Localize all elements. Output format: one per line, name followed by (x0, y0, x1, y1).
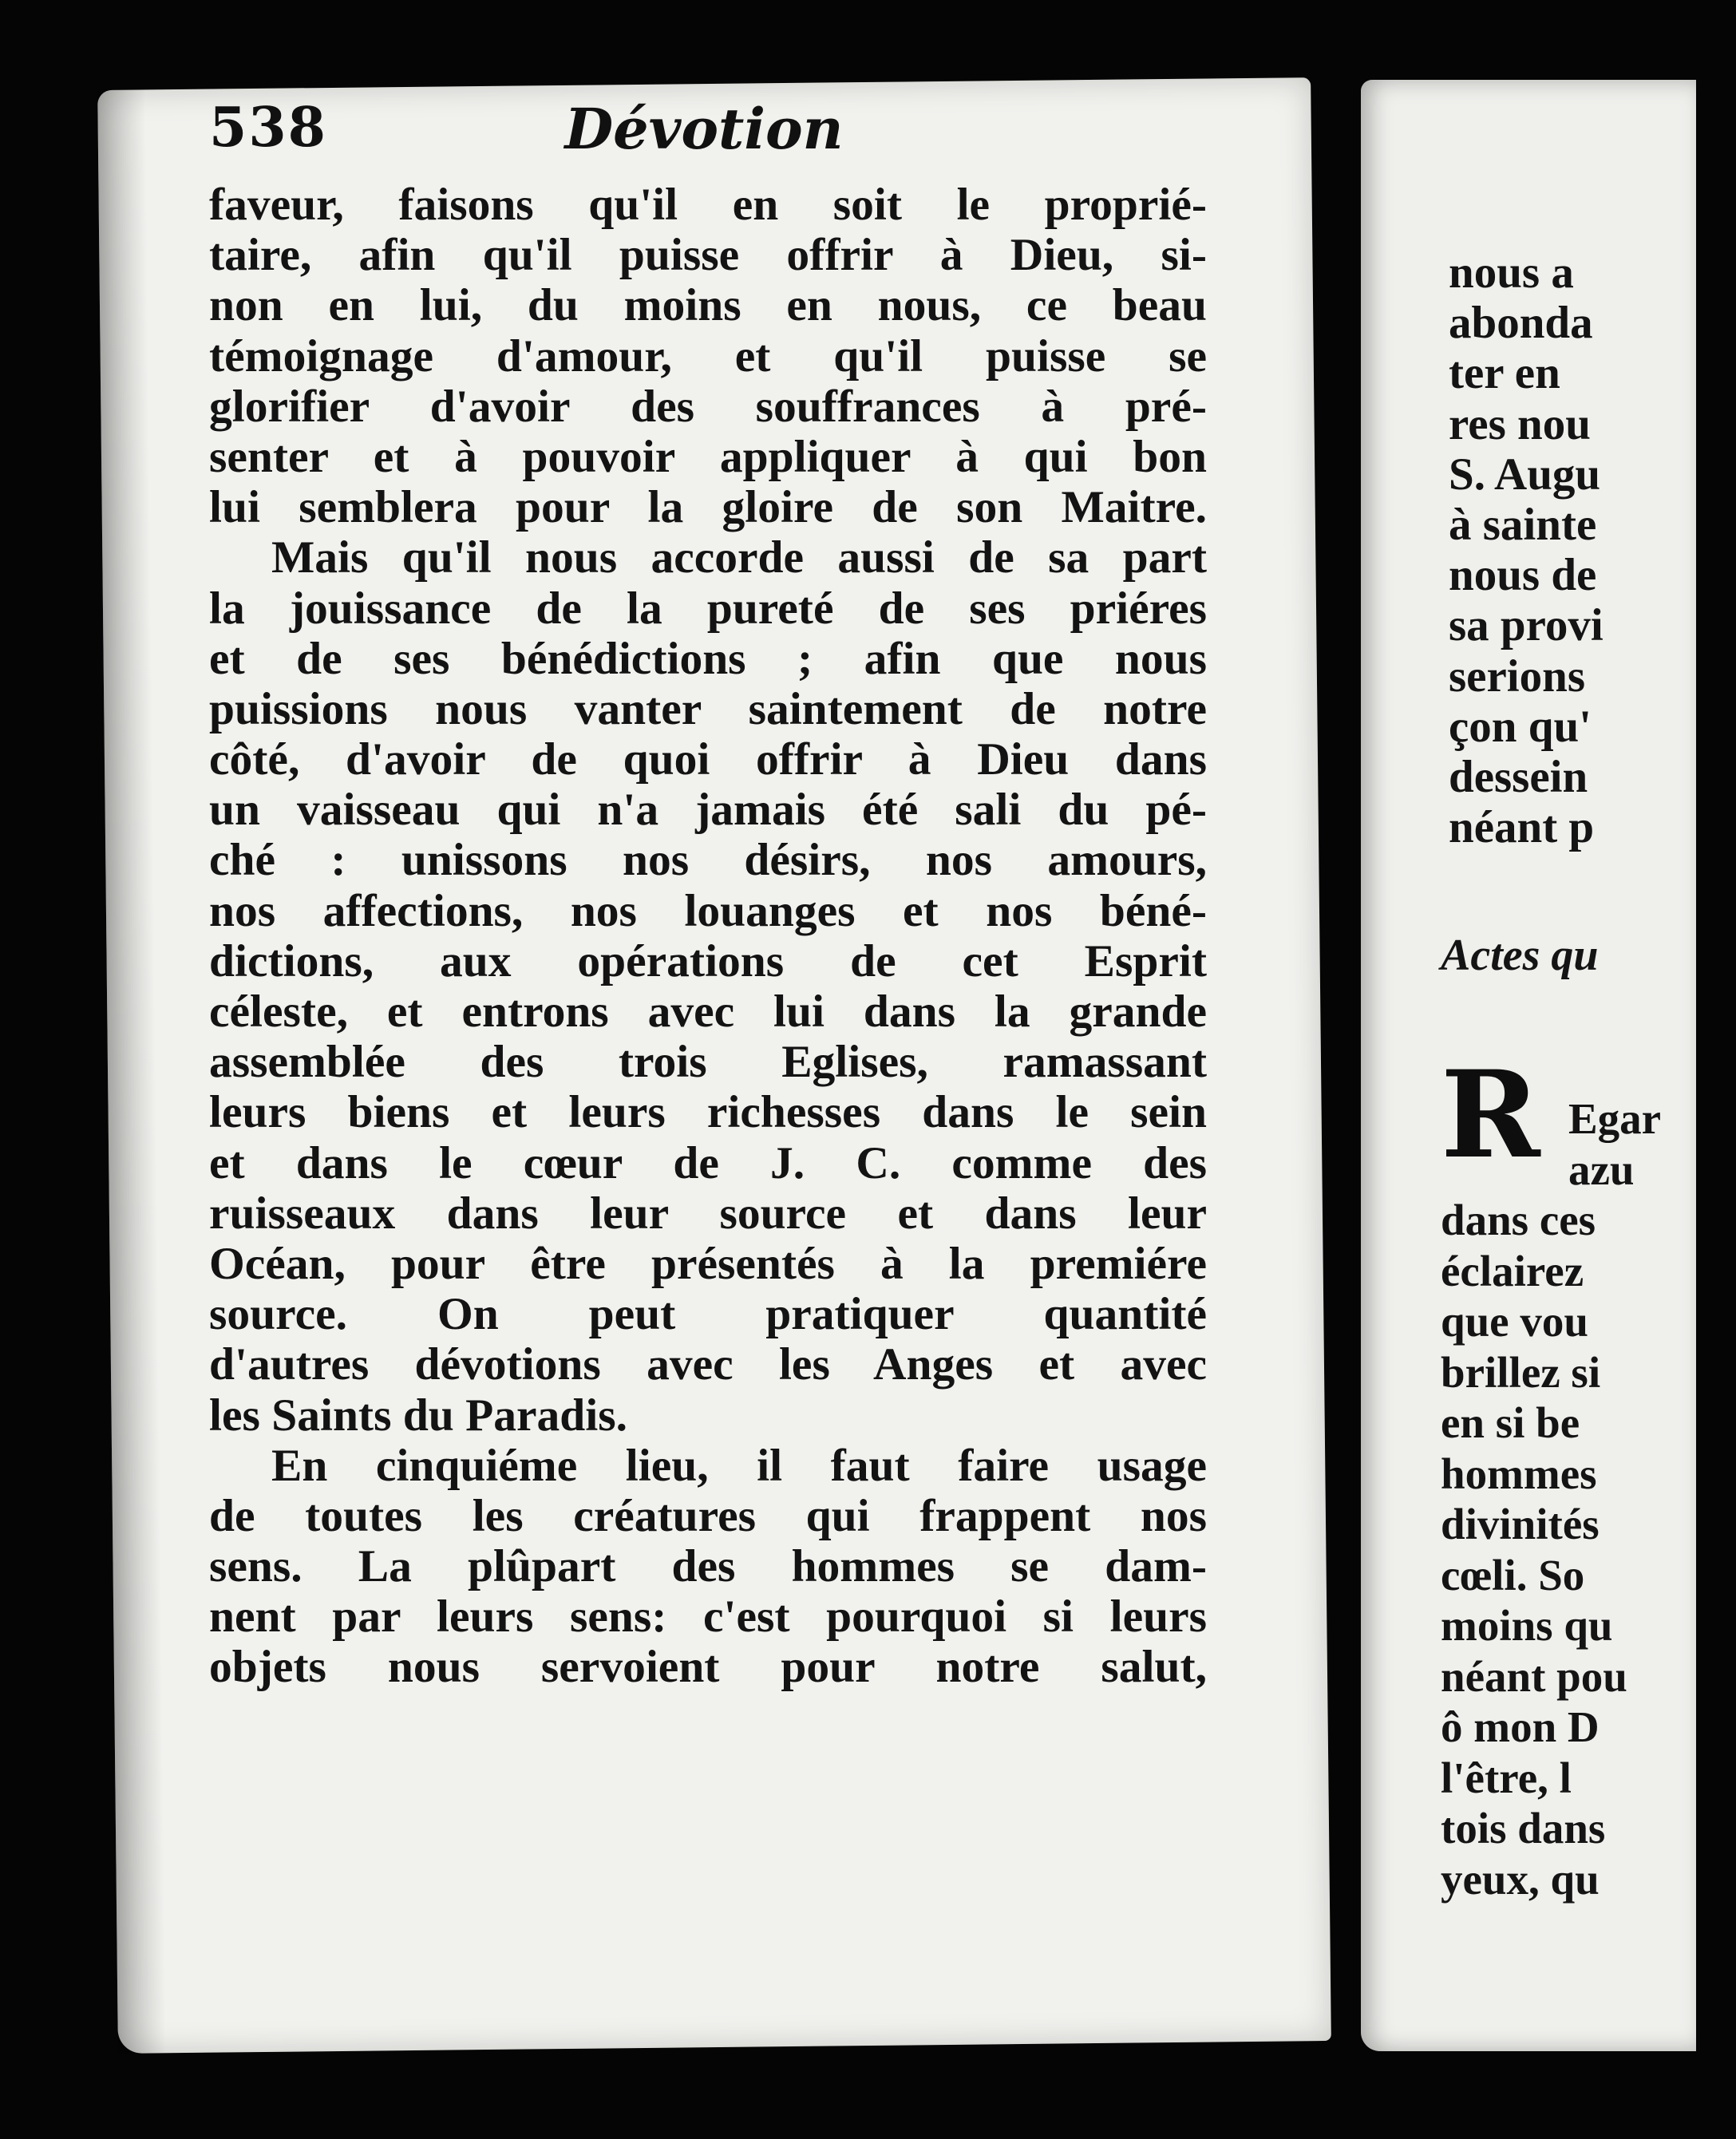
text-line: ché : unissons nos désirs, nos amours, (209, 835, 1207, 886)
text-line: ô mon D (1441, 1702, 1600, 1751)
text-line: céleste, et entrons avec lui dans la grande (209, 986, 1207, 1037)
text-line: sens. La plûpart des hommes se dam- (209, 1541, 1207, 1592)
text-line: source. On peut pratiquer quantité (209, 1289, 1207, 1340)
text-line: de toutes les créatures qui frappent nos (209, 1490, 1207, 1541)
text-line: et de ses bénédictions ; afin que nous (209, 633, 1207, 684)
text-line: d'autres dévotions avec les Anges et avec (209, 1339, 1207, 1390)
text-line: moins qu (1441, 1601, 1613, 1650)
text-line: néant pou (1441, 1651, 1627, 1701)
text-line: taire, afin qu'il puisse offrir à Dieu, si- (209, 230, 1207, 281)
text-line: res nou (1449, 398, 1591, 449)
text-line: çon qu' (1449, 701, 1592, 752)
text-line: yeux, qu (1441, 1854, 1600, 1904)
text-line: faveur, faisons qu'il en soit le proprié- (209, 180, 1207, 230)
text-line: la jouissance de la pureté de ses priéres (209, 583, 1207, 634)
text-line: leurs biens et leurs richesses dans le sein (209, 1087, 1207, 1138)
text-line: nous a (1449, 247, 1574, 298)
right-page-text-top (1449, 247, 1736, 852)
text-line: dans ces (1441, 1196, 1596, 1244)
text-line: dessein (1449, 751, 1588, 802)
text-line: senter et à pouvoir appliquer à qui bon (209, 431, 1207, 482)
text-line: les Saints du Paradis. (209, 1390, 628, 1441)
text-line: néant p (1449, 802, 1595, 853)
text-line: que vou (1441, 1297, 1588, 1346)
text-line: puissions nous vanter saintement de notre (209, 683, 1207, 734)
text-line: S. Augu (1449, 449, 1601, 500)
text-line: Mais qu'il nous accorde aussi de sa part (271, 532, 1207, 583)
text-line: cœli. So (1441, 1550, 1585, 1599)
text-line: assemblée des trois Eglises, ramassant (209, 1037, 1207, 1088)
drop-cap-letter: R (1441, 1045, 1540, 1185)
page-header (209, 96, 1199, 184)
text-line: côté, d'avoir de quoi offrir à Dieu dans (209, 734, 1207, 785)
page-number: 538 (209, 96, 327, 160)
running-title: Dévotion (564, 96, 844, 162)
text-line: objets nous servoient pour notre salut, (209, 1642, 1207, 1693)
text-line: serions (1449, 650, 1585, 702)
text-line: glorifier d'avoir des souffrances à pré- (209, 381, 1207, 432)
text-line: abonda (1449, 298, 1593, 349)
left-page-text (209, 180, 1207, 1693)
text-line: non en lui, du moins en nous, ce beau (209, 280, 1207, 331)
text-line: divinités (1441, 1500, 1600, 1548)
text-line: sa provi (1449, 600, 1604, 651)
text-line: brillez si (1441, 1347, 1601, 1397)
text-line: et dans le cœur de J. C. comme des (209, 1137, 1207, 1188)
text-line: témoignage d'amour, et qu'il puisse se (209, 330, 1207, 382)
section-heading: Actes qu (1441, 931, 1599, 980)
text-line: ter en (1449, 348, 1560, 399)
text-line: dictions, aux opérations de cet Esprit (209, 935, 1207, 986)
right-page-text-bottom (1441, 1093, 1728, 1904)
text-line: nent par leurs sens: c'est pourquoi si leurs (209, 1591, 1207, 1643)
text-line: en si be (1441, 1398, 1580, 1447)
text-line: à sainte (1449, 499, 1597, 550)
text-line: éclairez (1441, 1246, 1584, 1295)
text-line: ruisseaux dans leur source et dans leur (209, 1188, 1207, 1239)
text-line: l'être, l (1441, 1753, 1572, 1802)
text-line: nous de (1449, 550, 1597, 601)
text-line: Egar (1568, 1094, 1662, 1143)
text-line: tois dans (1441, 1804, 1606, 1852)
text-line: Océan, pour être présentés à la premiére (209, 1238, 1207, 1289)
text-line: hommes (1441, 1449, 1597, 1498)
text-line: lui semblera pour la gloire de son Maitre. (209, 482, 1207, 533)
text-line: En cinquiéme lieu, il faut faire usage (271, 1440, 1207, 1491)
text-line: un vaisseau qui n'a jamais été sali du pé- (209, 785, 1207, 836)
text-line: nos affections, nos louanges et nos béné- (209, 885, 1207, 936)
text-line: azu (1568, 1145, 1635, 1194)
right-page (1361, 80, 1696, 2051)
